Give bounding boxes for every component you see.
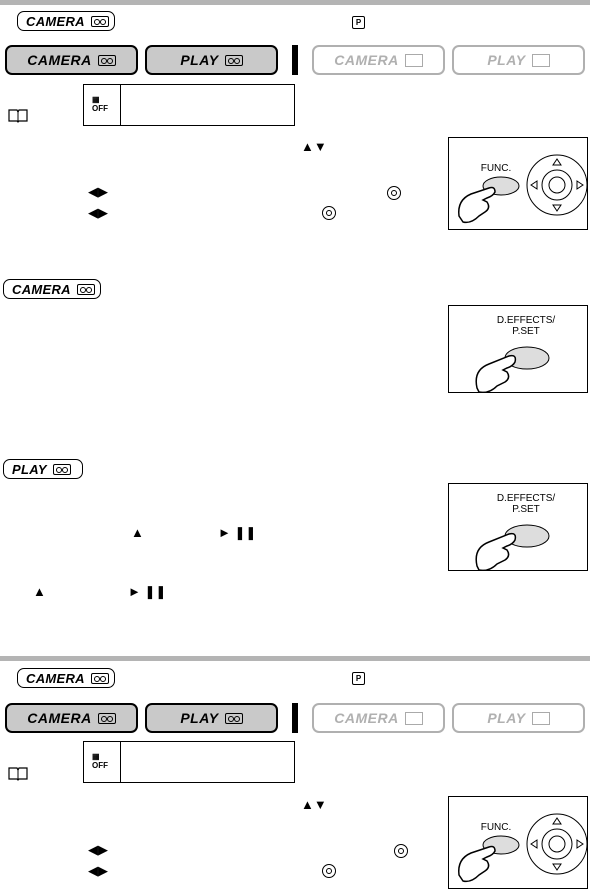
up-down-arrows-icon: ▲▼ xyxy=(301,797,327,812)
mode-play-tape xyxy=(145,703,278,733)
camera-tape-mode-badge xyxy=(17,668,115,688)
mode-label: CAMERA xyxy=(334,710,399,726)
play-pause-icon: ► ❚❚ xyxy=(218,525,257,540)
play-tape-mode-badge xyxy=(3,459,83,479)
selector-dial-icon xyxy=(394,844,408,858)
mode-label: PLAY xyxy=(180,710,219,726)
default-setting-box xyxy=(83,84,295,126)
card-icon xyxy=(532,54,550,67)
deffects-button-illustration xyxy=(448,305,588,393)
selector-dial-icon xyxy=(322,206,336,220)
deffects-label: D.EFFECTS/ xyxy=(496,493,556,504)
pset-label: P.SET xyxy=(512,326,540,337)
section-rule-top xyxy=(0,0,590,5)
effect-off-icon: ▦ OFF xyxy=(92,95,108,113)
mode-play-card xyxy=(452,703,585,733)
tape-icon xyxy=(91,16,109,27)
mode-label: PLAY xyxy=(487,710,526,726)
left-right-arrows-icon: ◀▶ xyxy=(88,184,108,199)
box-divider xyxy=(120,85,121,125)
program-ae-icon: P xyxy=(352,16,365,29)
func-label: FUNC. xyxy=(480,163,512,174)
hand-pressing-icon xyxy=(449,138,588,230)
mode-label: PLAY xyxy=(180,52,219,68)
camera-tape-mode-badge xyxy=(3,279,101,299)
tape-icon xyxy=(225,713,243,724)
mode-camera-tape xyxy=(5,703,138,733)
hand-pressing-icon xyxy=(449,797,588,889)
left-right-arrows-icon: ◀▶ xyxy=(88,205,108,220)
mode-label: CAMERA xyxy=(334,52,399,68)
mode-label: PLAY xyxy=(487,52,526,68)
tape-icon xyxy=(98,713,116,724)
effect-off-icon: ▦ OFF xyxy=(92,752,108,770)
tape-icon xyxy=(53,464,71,475)
selector-dial-icon xyxy=(322,864,336,878)
card-icon xyxy=(405,54,423,67)
left-right-arrows-icon: ◀▶ xyxy=(88,842,108,857)
tape-icon xyxy=(98,55,116,66)
mode-label: CAMERA xyxy=(27,710,92,726)
up-arrow-icon: ▲ xyxy=(131,525,144,540)
tape-icon xyxy=(225,55,243,66)
mode-label: PLAY xyxy=(12,461,47,477)
tape-icon xyxy=(91,673,109,684)
hand-pressing-icon xyxy=(449,306,588,393)
program-ae-icon: P xyxy=(352,672,365,685)
up-down-arrows-icon: ▲▼ xyxy=(301,139,327,154)
pset-label: P.SET xyxy=(512,504,540,515)
mode-camera-tape xyxy=(5,45,138,75)
card-icon xyxy=(532,712,550,725)
mode-camera-card xyxy=(312,45,445,75)
play-pause-icon: ► ❚❚ xyxy=(128,584,167,599)
book-reference-icon xyxy=(8,108,28,123)
card-icon xyxy=(405,712,423,725)
mode-play-tape xyxy=(145,45,278,75)
mode-separator xyxy=(292,703,298,733)
camera-tape-mode-badge xyxy=(17,11,115,31)
hand-pressing-icon xyxy=(449,484,588,571)
deffects-button-illustration xyxy=(448,483,588,571)
left-right-arrows-icon: ◀▶ xyxy=(88,863,108,878)
mode-separator xyxy=(292,45,298,75)
selector-dial-icon xyxy=(387,186,401,200)
func-label: FUNC. xyxy=(480,822,512,833)
book-reference-icon xyxy=(8,766,28,781)
func-button-illustration xyxy=(448,796,588,889)
mode-camera-card xyxy=(312,703,445,733)
mode-label: CAMERA xyxy=(26,13,85,29)
up-arrow-icon: ▲ xyxy=(33,584,46,599)
section-rule xyxy=(0,656,590,661)
box-divider xyxy=(120,742,121,782)
tape-icon xyxy=(77,284,95,295)
mode-label: CAMERA xyxy=(27,52,92,68)
mode-label: CAMERA xyxy=(26,670,85,686)
mode-play-card xyxy=(452,45,585,75)
mode-label: CAMERA xyxy=(12,281,71,297)
func-button-illustration xyxy=(448,137,588,230)
default-setting-box xyxy=(83,741,295,783)
deffects-label: D.EFFECTS/ xyxy=(496,315,556,326)
